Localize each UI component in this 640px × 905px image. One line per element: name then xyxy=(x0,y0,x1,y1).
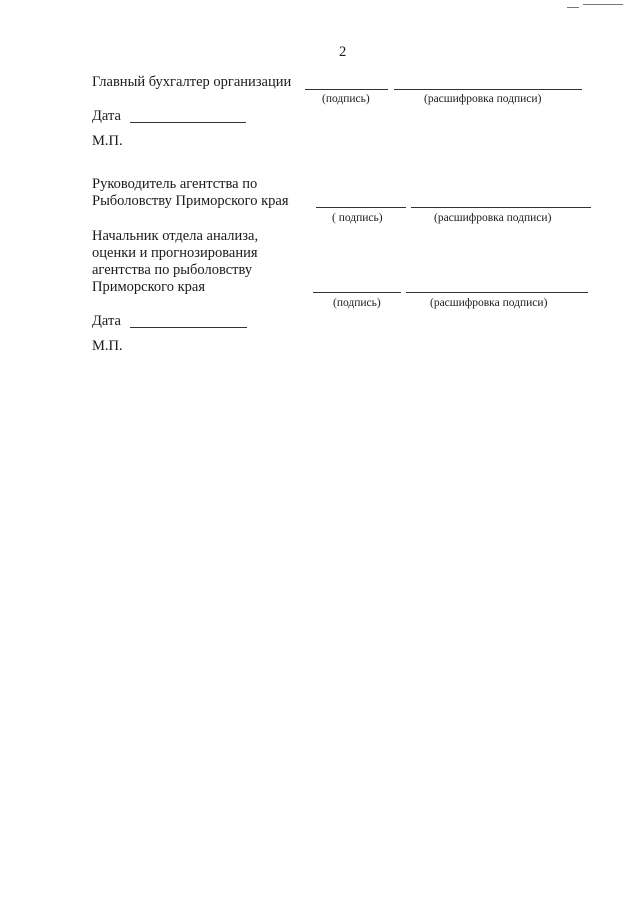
signature-decode-caption: (расшифровка подписи) xyxy=(434,212,552,224)
date-line[interactable] xyxy=(130,327,247,328)
signature-decode-line[interactable] xyxy=(394,89,582,90)
signature-line[interactable] xyxy=(316,207,406,208)
department-head-label-line-1: Начальник отдела анализа, xyxy=(92,228,259,244)
stamp-placeholder: М.П. xyxy=(92,133,123,149)
department-head-label-line-4: Приморского края xyxy=(92,279,206,295)
date-line[interactable] xyxy=(130,122,246,123)
signature-line[interactable] xyxy=(313,292,401,293)
scan-artifact-line xyxy=(583,4,623,5)
signature-line[interactable] xyxy=(305,89,388,90)
date-label: Дата xyxy=(92,108,121,124)
signature-caption: ( подпись) xyxy=(332,212,383,224)
signature-decode-caption: (расшифровка подписи) xyxy=(424,93,542,105)
agency-head-label-line-1: Руководитель агентства по xyxy=(92,176,258,192)
signature-decode-line[interactable] xyxy=(411,207,591,208)
page-number: 2 xyxy=(339,44,347,60)
date-label: Дата xyxy=(92,313,121,329)
stamp-placeholder: М.П. xyxy=(92,338,123,354)
signature-caption: (подпись) xyxy=(322,93,370,105)
signature-caption: (подпись) xyxy=(333,297,381,309)
scan-artifact-line-short xyxy=(567,7,579,8)
chief-accountant-label: Главный бухгалтер организации xyxy=(92,74,292,90)
department-head-label-line-3: агентства по рыболовству xyxy=(92,262,253,278)
signature-decode-line[interactable] xyxy=(406,292,588,293)
department-head-label-line-2: оценки и прогнозирования xyxy=(92,245,258,261)
signature-decode-caption: (расшифровка подписи) xyxy=(430,297,548,309)
agency-head-label-line-2: Рыболовству Приморского края xyxy=(92,193,289,209)
